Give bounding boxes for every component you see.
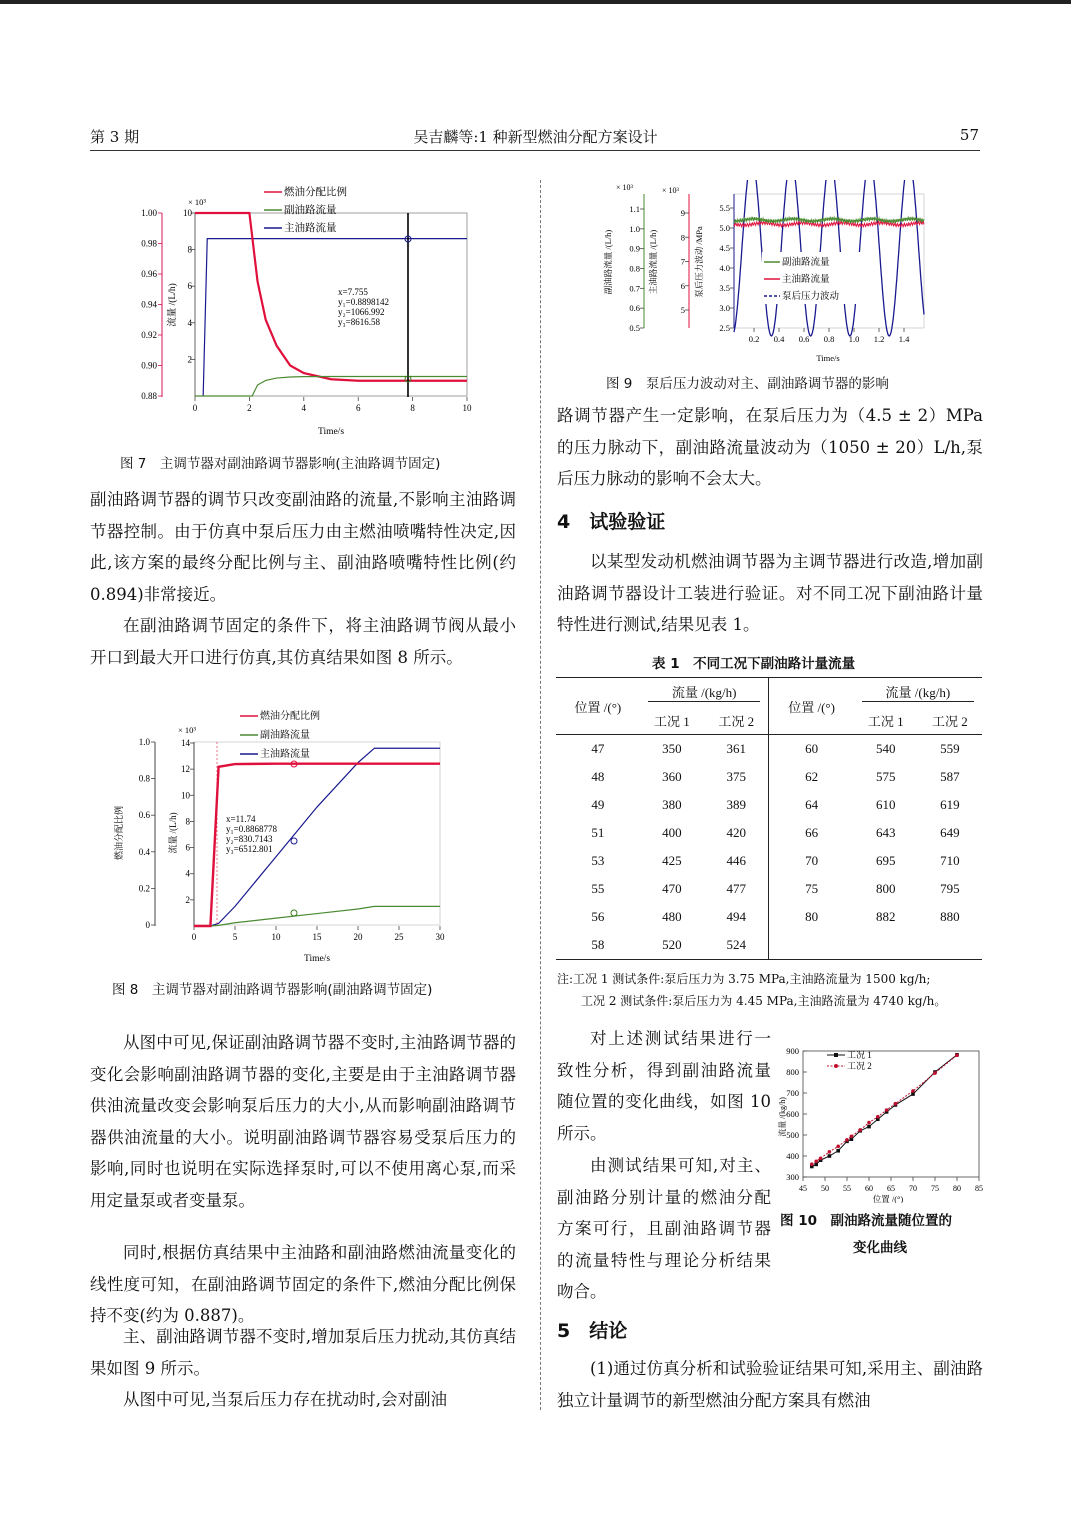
fig8-ylabel-left: 燃油分配比例 [114, 805, 124, 861]
tick-label: 30 [435, 932, 445, 942]
fig9-xlabel: Time/s [816, 353, 840, 363]
table-cell: 53 [591, 853, 605, 868]
table-row [556, 931, 982, 960]
tick-label: 10 [271, 932, 281, 942]
tick-label: 0.2 [138, 883, 150, 894]
fig9-scale-2: × 10³ [662, 186, 679, 195]
fig9-scale-1: × 10³ [616, 183, 633, 192]
figure-10-caption-line-1: 图 10 副油路流量随位置的 [780, 1213, 952, 1229]
tick-label: 1.2 [873, 334, 885, 344]
table-cell: 389 [726, 797, 746, 812]
table-row [556, 875, 982, 903]
tick-label: 25 [394, 932, 404, 942]
tick-label: 45 [799, 1184, 807, 1193]
tick-label: 6 [680, 280, 685, 291]
tick-label: 5.0 [719, 223, 730, 233]
fig10-series-1 [810, 1053, 959, 1168]
table-cell: 477 [726, 881, 746, 896]
fig7-ylabel: 流量 /(L/h) [168, 283, 178, 327]
fig10-point [894, 1102, 898, 1106]
tick-label: 2 [247, 403, 252, 413]
table-cell: 375 [726, 769, 746, 784]
tick-label: 1.0 [848, 334, 860, 344]
fig8-scale: × 10³ [178, 725, 196, 735]
table-cell: 75 [769, 875, 854, 903]
tick-label: 4.0 [719, 263, 730, 273]
tick-label: 80 [953, 1184, 961, 1193]
figure-8-caption: 图 8 主调节器对副油路调节器影响(副油路调节固定) [112, 982, 433, 998]
tick-label: 15 [312, 932, 322, 942]
tick-label: 7 [680, 256, 685, 267]
tick-label: 0.6 [629, 303, 640, 314]
tick-label: 0.8 [823, 334, 835, 344]
tick-label: 75 [931, 1184, 939, 1193]
tick-label: 10 [181, 790, 190, 801]
tick-label: 300 [786, 1172, 799, 1182]
tick-label: 0.4 [773, 334, 785, 344]
table-cell: 66 [769, 819, 854, 847]
table-1-header-c1-right: 工况 1 [867, 713, 904, 729]
table-cell: 350 [662, 741, 682, 756]
issue-number: 第 3 期 [90, 128, 140, 146]
fig7-annotation [338, 287, 389, 327]
tick-label: 6 [185, 842, 190, 853]
fig8-annot-y3: y₃=6512.801 [226, 844, 273, 854]
fig9-legend-main: 主油路流量 [782, 275, 830, 285]
tick-label: 4 [301, 403, 307, 413]
fig10-point [845, 1138, 849, 1142]
table-1-note-2: 工况 2 测试条件:泵后压力为 4.45 MPa,主油路流量为 4740 kg/h。 [581, 994, 947, 1008]
tick-label: 0.94 [141, 299, 157, 310]
fig8-cursor-point-main [291, 838, 297, 844]
table-cell: 559 [940, 741, 960, 756]
table-cell: 361 [726, 741, 746, 756]
tick-label: 65 [887, 1184, 895, 1193]
fig8-cursor-point-aux [291, 910, 297, 916]
running-title: 吴吉麟等:1 种新型燃油分配方案设计 [413, 128, 658, 146]
fig10-point [836, 1149, 840, 1153]
figure-7-chart [112, 180, 492, 440]
fig7-plot-frame [195, 213, 467, 396]
table-cell: 425 [662, 853, 682, 868]
table-row [556, 763, 982, 791]
table-cell: 524 [726, 937, 746, 952]
table-row [556, 847, 982, 875]
fig10-point [885, 1108, 889, 1112]
table-row [556, 903, 982, 931]
tick-label: 0.88 [141, 391, 157, 401]
table-row [556, 819, 982, 847]
fig10-point [955, 1053, 959, 1057]
fig8-legend-ratio: 燃油分配比例 [260, 711, 320, 722]
tick-label: 4.5 [719, 243, 730, 253]
tick-label: 0.90 [141, 360, 157, 371]
tick-label: 0 [192, 403, 198, 413]
left-paragraph-3: 从图中可见,保证副油路调节器不变时,主油路调节器的变化会影响副油路调节器的变化,主要是由于主油路调节器供油流量改变会影响泵后压力的大小,从而影响副油路调节器供油流量的大小。说明副油路调节器容易受泵后压力的影响,同时也说明在实际选择泵时,可以不使用离心泵,而采用定量泵或者变量泵。 [90, 1033, 516, 1210]
right-paragraph-2: 以某型发动机燃油调节器为主调节器进行改造,增加副油路调节器设计工装进行验证。对不同工况下副油路计量特性进行测试,结果见表 1。 [557, 552, 983, 634]
tick-label: 55 [843, 1184, 851, 1193]
fig7-legend-aux: 副油路流量 [284, 205, 337, 216]
tick-label: 1.1 [629, 204, 640, 214]
fig7-xlabel: Time/s [317, 427, 345, 437]
header-rule [90, 150, 980, 151]
right-paragraph-1: 路调节器产生一定影响，在泵后压力为（4.5 ± 2）MPa 的压力脉动下，副油路流量波动为（1050 ± 20）L/h,泵后压力脉动的影响不会太大。 [557, 406, 983, 488]
table-cell: 420 [726, 825, 746, 840]
table-cell: 880 [940, 909, 960, 924]
figure-9-caption: 图 9 泵后压力波动对主、副油路调节器的影响 [606, 376, 889, 392]
table-1-header-c2: 工况 2 [718, 713, 755, 729]
tick-label: 5.5 [719, 203, 730, 213]
fig10-point [933, 1071, 937, 1075]
table-cell: 520 [662, 937, 682, 952]
table-cell: 70 [769, 847, 854, 875]
table-1-header-position-2: 位置 /(°) [769, 678, 854, 735]
fig10-point [819, 1157, 823, 1161]
tick-label: 600 [786, 1109, 799, 1119]
tick-label: 5 [232, 932, 238, 942]
tick-label: 10 [183, 208, 192, 218]
tick-label: 0.6 [138, 810, 150, 821]
table-1-header-position: 位置 /(°) [556, 678, 640, 735]
figure-10-chart [773, 1043, 983, 1203]
figure-9-chart [594, 180, 934, 365]
tick-label: 5 [680, 305, 685, 315]
table-row [556, 791, 982, 819]
fig10-point [858, 1128, 862, 1132]
fig7-scale: × 10³ [188, 197, 206, 207]
left-paragraph-1: 副油路调节器的调节只改变副油路的流量,不影响主油路调节器控制。由于仿真中泵后压力由主燃油喷嘴特性决定,因此,该方案的最终分配比例与主、副油路喷嘴特性比例(约 0.894)非常接近。 [90, 490, 516, 604]
fig10-point [876, 1115, 880, 1119]
tick-label: 85 [975, 1184, 983, 1193]
fig10-point [850, 1134, 854, 1138]
table-cell: 882 [876, 909, 896, 924]
fig7-annot-y3: y₃=8616.58 [338, 317, 380, 327]
tick-label: 4 [185, 868, 190, 879]
fig8-annot-y2: y₂=830.7143 [226, 834, 273, 844]
figure-8-chart [112, 705, 452, 967]
fig8-legend-aux: 副油路流量 [260, 730, 310, 741]
table-cell: 64 [769, 791, 854, 819]
table-1-header-c1: 工况 1 [654, 713, 690, 729]
fig9-series-aux [734, 217, 924, 223]
table-cell: 480 [662, 909, 682, 924]
table-cell: 710 [940, 853, 960, 868]
tick-label: 0 [145, 920, 150, 930]
table-cell: 55 [591, 881, 605, 896]
table-cell: 575 [876, 769, 896, 784]
table-cell: 470 [662, 881, 682, 896]
tick-label: 3.0 [719, 303, 730, 313]
tick-label: 0.98 [141, 238, 157, 249]
fig8-annot-x: x=11.74 [226, 814, 256, 824]
tick-label: 6 [355, 403, 361, 413]
table-cell: 380 [662, 797, 682, 812]
table-cell: 649 [940, 825, 960, 840]
tick-label: 1.4 [898, 334, 910, 344]
tick-label: 8 [680, 232, 685, 243]
fig10-point [810, 1162, 814, 1166]
tick-label: 0.96 [141, 269, 157, 279]
tick-label: 1.00 [141, 208, 157, 218]
table-cell: 58 [591, 937, 605, 952]
fig7-annot-x: x=7.755 [338, 287, 368, 297]
table-cell: 47 [591, 741, 605, 756]
top-border [0, 0, 1071, 4]
tick-label: 0.2 [748, 334, 760, 344]
tick-label: 900 [786, 1046, 799, 1056]
figure-7-caption: 图 7 主调节器对副油路调节器影响(主油路调节固定) [120, 456, 441, 472]
tick-label: 0 [191, 932, 197, 942]
fig10-plot-frame [803, 1051, 979, 1177]
fig10-point [828, 1150, 832, 1154]
fig8-annotation [226, 814, 277, 854]
fig8-annot-y1: y₁=0.8868778 [226, 824, 277, 834]
table-cell: 540 [876, 741, 896, 756]
right-paragraph-5: (1)通过仿真分析和试验验证结果可知,采用主、副油路独立计量调节的新型燃油分配方案具有燃油 [557, 1359, 983, 1410]
fig9-legend-aux: 副油路流量 [782, 258, 830, 268]
table-cell: 56 [591, 909, 605, 924]
left-paragraph-4: 同时,根据仿真结果中主油路和副油路燃油流量变化的线性度可知，在副油路调节固定的条件下,燃油分配比例保持不变(约为 0.887)。 [90, 1243, 516, 1325]
page-number: 57 [959, 126, 979, 144]
tick-label: 400 [786, 1151, 799, 1161]
left-paragraph-6: 从图中可见,当泵后压力存在扰动时,会对副油 [123, 1390, 447, 1409]
tick-label: 20 [353, 932, 363, 942]
fig8-legend [240, 709, 320, 760]
fig10-legend [827, 1050, 872, 1071]
tick-label: 2 [187, 354, 192, 365]
fig8-ylabel-right: 流量 /(L/h) [168, 812, 178, 854]
fig10-point [814, 1163, 818, 1167]
tick-label: 0.4 [138, 846, 150, 857]
tick-label: 70 [909, 1184, 917, 1193]
fig10-legend-1: 工况 1 [847, 1050, 872, 1060]
tick-label: 50 [821, 1184, 829, 1193]
tick-label: 10 [462, 403, 472, 413]
table-cell: 494 [726, 909, 746, 924]
table-1 [556, 677, 982, 960]
fig7-annot-y2: y₂=1066.992 [338, 307, 385, 317]
fig10-point [867, 1125, 871, 1129]
table-1-header-flow-2 [854, 678, 982, 707]
table-row [556, 735, 982, 764]
tick-label: 0.8 [629, 263, 640, 274]
tick-label: 1.0 [138, 737, 150, 747]
tick-label: 9 [680, 208, 685, 218]
fig7-annot-y1: y₁=0.8898142 [338, 297, 389, 307]
fig10-point [911, 1092, 915, 1096]
fig10-legend-2: 工况 2 [847, 1061, 872, 1071]
tick-label: 12 [181, 764, 190, 775]
fig10-point [814, 1159, 818, 1163]
table-cell [854, 931, 918, 960]
fig9-ylabel-main: 主油路流量 /(L/h) [648, 229, 658, 295]
tick-label: 700 [786, 1088, 799, 1098]
fig10-ylabel: 流量 /(kg/h) [778, 1097, 787, 1137]
table-cell: 80 [769, 903, 854, 931]
table-cell: 587 [940, 769, 960, 784]
fig7-legend [264, 185, 347, 234]
fig8-xlabel: Time/s [303, 954, 331, 964]
table-cell: 446 [726, 853, 746, 868]
fig10-point [911, 1089, 915, 1093]
table-cell: 51 [591, 825, 605, 840]
tick-label: 8 [185, 816, 190, 827]
tick-label: 6 [187, 281, 192, 292]
section-5-heading: 5 结论 [557, 1320, 628, 1342]
tick-label: 4 [187, 317, 192, 328]
tick-label: 60 [865, 1184, 873, 1193]
table-cell: 695 [876, 853, 896, 868]
tick-label: 3.5 [719, 283, 730, 293]
fig7-legend-main: 主油路流量 [284, 223, 337, 234]
section-4-heading: 4 试验验证 [557, 511, 666, 533]
table-cell: 610 [876, 797, 896, 812]
table-cell: 48 [591, 769, 605, 784]
fig7-legend-ratio: 燃油分配比例 [284, 187, 347, 198]
tick-label: 0.9 [629, 243, 640, 254]
tick-label: 0.92 [141, 330, 157, 340]
fig10-xlabel: 位置 /(°) [872, 1194, 904, 1203]
fig10-point [836, 1145, 840, 1149]
tick-label: 0.6 [798, 334, 810, 344]
tick-label: 8 [410, 403, 415, 413]
table-1-note-1: 注:工况 1 测试条件:泵后压力为 3.75 MPa,主油路流量为 1500 kg/h; [557, 972, 931, 986]
tick-label: 14 [181, 738, 190, 748]
fig9-legend-pressure: 泵后压力波动 [782, 292, 840, 302]
figure-10-caption-line-2: 变化曲线 [853, 1240, 907, 1256]
fig9-ylabel-pressure: 泵后压力波动 /MPa [694, 226, 704, 298]
fig10-point [828, 1154, 832, 1158]
right-paragraph-4: 由测试结果可知,对主、副油路分别计量的燃油分配方案可行，且副油路调节器的流量特性与理论分析结果吻合。 [557, 1156, 771, 1301]
table-cell: 400 [662, 825, 682, 840]
fig7-series-main [203, 239, 467, 396]
table-cell: 360 [662, 769, 682, 784]
tick-label: 800 [786, 1067, 799, 1077]
fig9-ylabel-aux: 副油路流量 /(L/h) [603, 229, 613, 295]
tick-label: 500 [786, 1130, 799, 1140]
fig8-legend-main: 主油路流量 [260, 749, 310, 760]
right-paragraph-3: 对上述测试结果进行一致性分析，得到副油路流量随位置的变化曲线，如图 10 所示。 [557, 1029, 771, 1143]
tick-label: 8 [187, 244, 192, 255]
table-cell: 619 [940, 797, 960, 812]
table-cell: 62 [769, 763, 854, 791]
fig8-series-aux [194, 906, 440, 926]
tick-label: 2 [185, 894, 190, 905]
fig10-point [867, 1121, 871, 1125]
tick-label: 1.0 [629, 223, 640, 234]
table-cell: 643 [876, 825, 896, 840]
column-divider [540, 180, 541, 1410]
left-paragraph-2: 在副油路调节固定的条件下，将主油路调节阀从最小开口到最大开口进行仿真,其仿真结果如图 8 所示。 [90, 616, 516, 667]
table-1-header-flow-text: 流量 /(kg/h) [671, 685, 737, 700]
table-cell [769, 931, 854, 960]
table-cell: 800 [876, 881, 896, 896]
left-paragraph-5: 主、副油路调节器不变时,增加泵后压力扰动,其仿真结果如图 9 所示。 [90, 1327, 516, 1378]
table-cell: 49 [591, 797, 605, 812]
table-cell: 795 [940, 881, 960, 896]
tick-label: 0.8 [138, 773, 150, 784]
table-cell: 60 [769, 735, 854, 764]
tick-label: 2.5 [719, 323, 730, 333]
table-1-title: 表 1 不同工况下副油路计量流量 [652, 656, 856, 672]
table-cell [918, 931, 982, 960]
tick-label: 0.5 [629, 323, 640, 333]
tick-label: 0.7 [629, 283, 640, 294]
table-1-header-flow [640, 678, 769, 707]
table-1-header-c2-right: 工况 2 [932, 713, 968, 729]
table-1-header-flow-text-2: 流量 /(kg/h) [885, 685, 951, 700]
